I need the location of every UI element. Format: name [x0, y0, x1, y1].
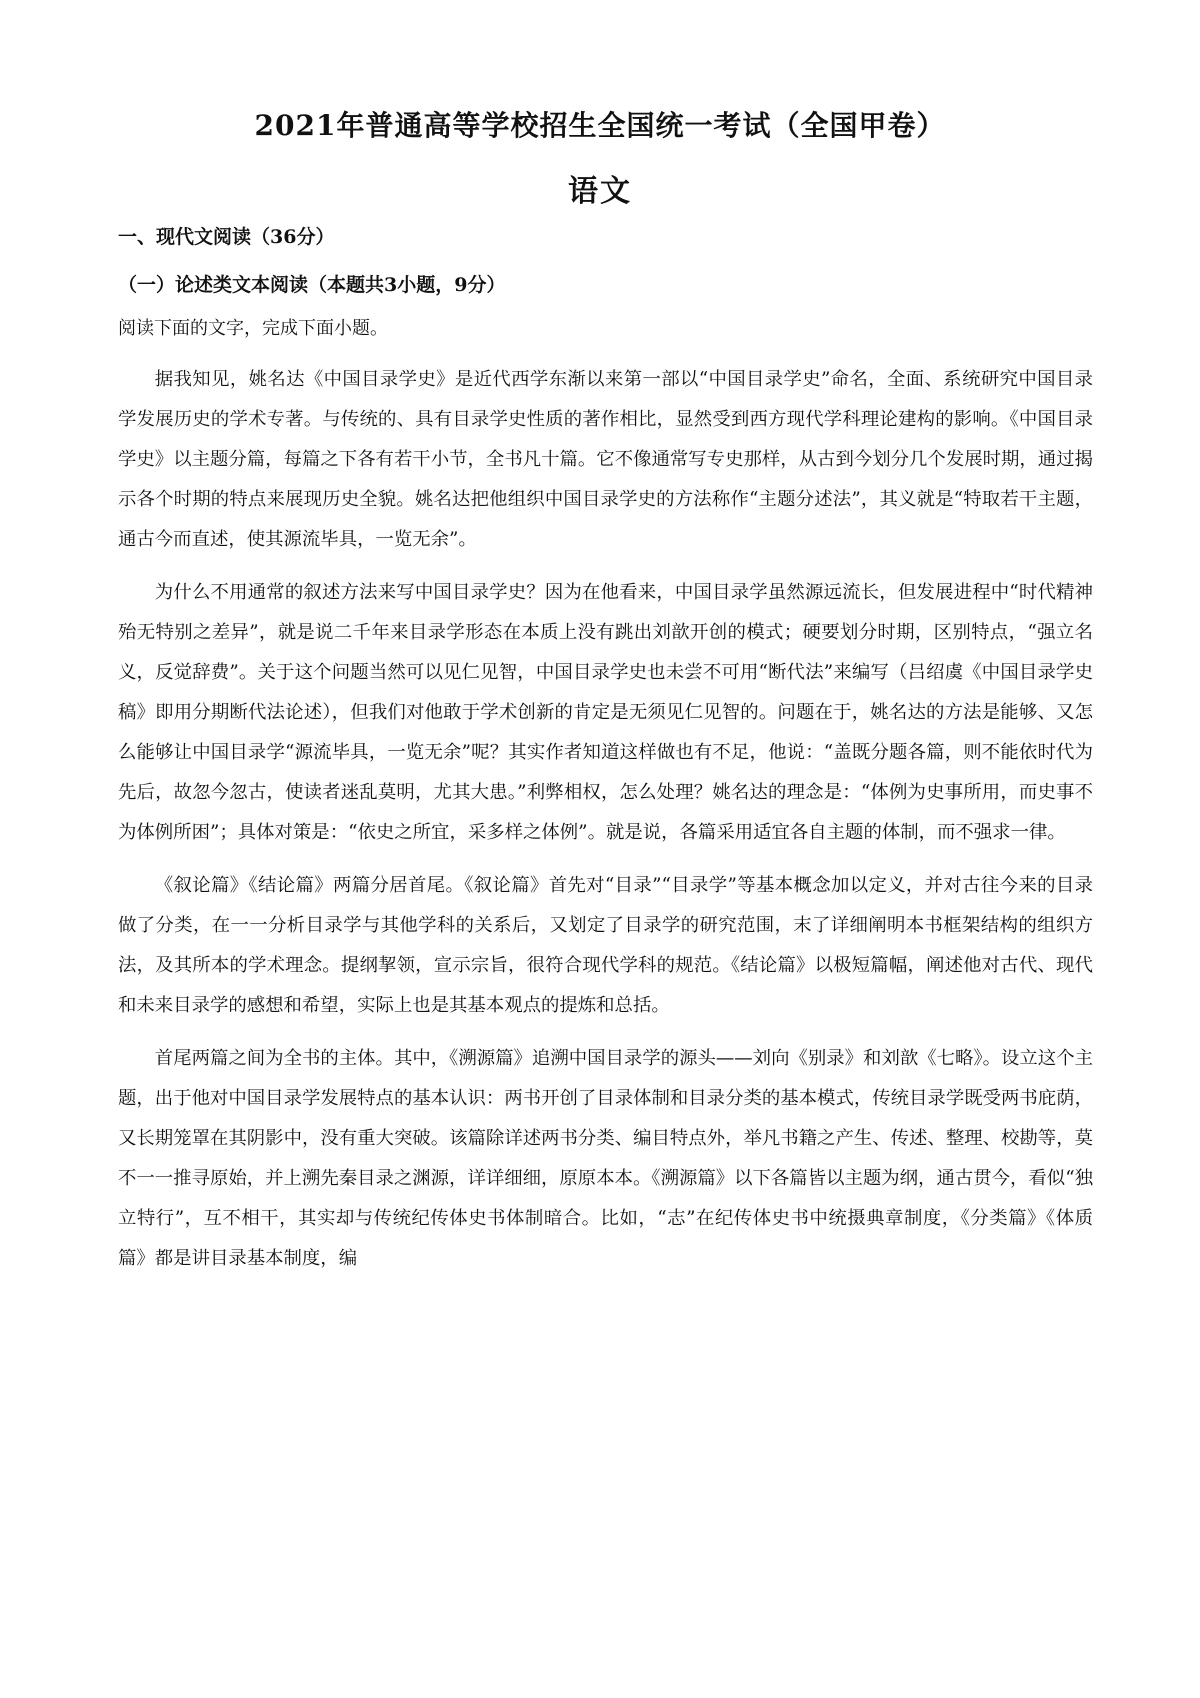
subsection-heading: （一）论述类文本阅读（本题共3小题，9分） — [118, 274, 506, 296]
passage-paragraph: 首尾两篇之间为全书的主体。其中，《溯源篇》追溯中国目录学的源头——刘向《别录》和刘歆《七略》。设立这个主题，出于他对中国目录学发展特点的基本认识：两书开创了目录体制和目录分类的基本模式，传统目录学既受两书庇荫，又长期笼罩在其阴影中，没有重大突破。该篇除详述两书分类、编目特点外，举凡书籍之产生、传述、整理、校勘等，莫不一一推寻原始，并上溯先秦目录之渊源，详详细细，原原本本。《溯源篇》以下各篇皆以主题为纲，通古贯今，看似“独立特行”，互不相干，其实却与传统纪传体史书体制暗合。比如，“志”在纪传体史书中统摄典章制度，《分类篇》《体质篇》都是讲目录基本制度，编 — [118, 1048, 1093, 1269]
reading-instruction: 阅读下面的文字，完成下面小题。 — [118, 318, 388, 339]
reading-passage — [118, 360, 1093, 1279]
passage-paragraph: 为什么不用通常的叙述方法来写中国目录学史？因为在他看来，中国目录学虽然源远流长，但发展进程中“时代精神殆无特别之差异”，就是说二千年来目录学形态在本质上没有跳出刘歆开创的模式；硬要划分时期，区别特点，“强立名义，反觉辞费”。关于这个问题当然可以见仁见智，中国目录学史也未尝不可用“断代法”来编写（吕绍虞《中国目录学史稿》即用分期断代法论述），但我们对他敢于学术创新的肯定是无须见仁见智的。问题在于，姚名达的方法是能够、又怎么能够让中国目录学“源流毕具，一览无余”呢？其实作者知道这样做也有不足，他说：“盖既分题各篇，则不能依时代为先后，故忽今忽古，使读者迷乱莫明，尤其大患。”利弊相权，怎么处理？姚名达的理念是：“体例为史事所用，而史事不为体例所困”；具体对策是：“依史之所宜，采多样之体例”。就是说，各篇采用适宜各自主题的体制，而不强求一律。 — [118, 582, 1093, 843]
exam-content — [118, 225, 1093, 1292]
exam-title: 2021年普通高等学校招生全国统一考试（全国甲卷） — [254, 109, 946, 142]
passage-paragraph: 据我知见，姚名达《中国目录学史》是近代西学东渐以来第一部以“中国目录学史”命名，全面、系统研究中国目录学发展历史的学术专著。与传统的、具有目录学史性质的著作相比，显然受到西方现代学科理论建构的影响。《中国目录学史》以主题分篇，每篇之下各有若干小节，全书凡十篇。它不像通常写专史那样，从古到今划分几个发展时期，通过揭示各个时期的特点来展现历史全貌。姚名达把他组织中国目录学史的方法称作“主题分述法”，其义就是“特取若干主题，通古今而直述，使其源流毕具，一览无余”。 — [118, 369, 1093, 550]
subject-title: 语文 — [568, 174, 632, 209]
passage-paragraph: 《叙论篇》《结论篇》两篇分居首尾。《叙论篇》首先对“目录”“目录学”等基本概念加以定义，并对古往今来的目录做了分类，在一一分析目录学与其他学科的关系后，又划定了目录学的研究范围，末了详细阐明本书框架结构的组织方法，及其所本的学术理念。提纲挈领，宣示宗旨，很符合现代学科的规范。《结论篇》以极短篇幅，阐述他对古代、现代和未来目录学的感想和希望，实际上也是其基本观点的提炼和总括。 — [118, 875, 1093, 1016]
section-heading: 一、现代文阅读（36分） — [118, 226, 335, 248]
